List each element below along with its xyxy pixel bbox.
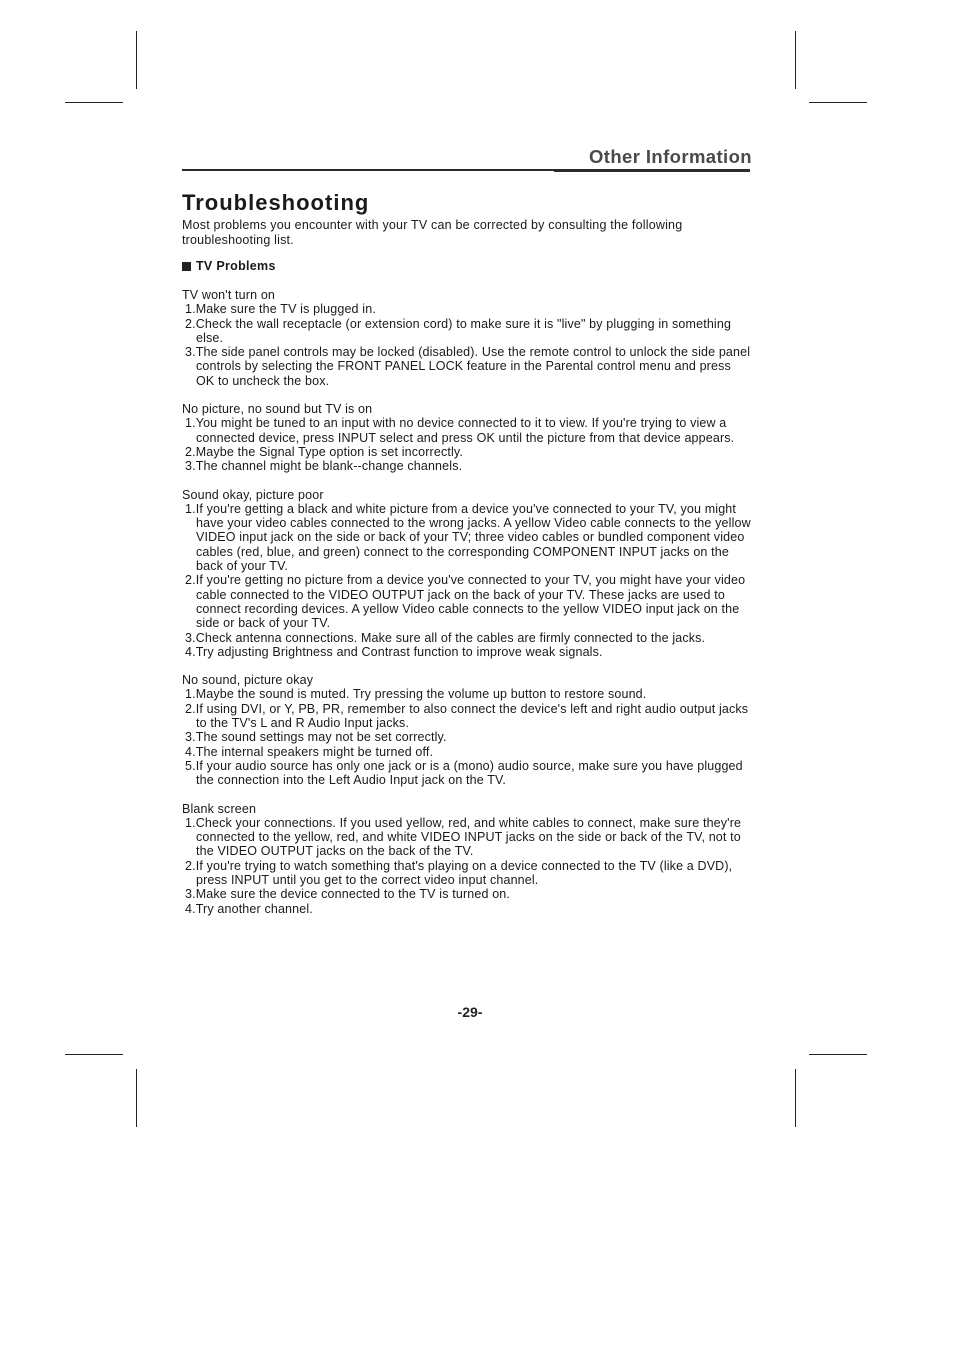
step-item: 3.Check antenna connections. Make sure all of the cables are firmly connected to the jacks. <box>185 630 706 645</box>
step-item: 5.If your audio source has only one jack or is a (mono) audio source, make sure you have plugged the connection into the Left Audio Input jack on the TV. <box>185 758 743 788</box>
problem-no-sound-picture-okay <box>182 673 752 787</box>
step-item: 3.The side panel controls may be locked (disabled). Use the remote control to unlock the side panel controls by selecting the FRONT PANEL LOCK feature in the Parental control menu and press OK to uncheck the box. <box>185 345 751 388</box>
intro-paragraph: Most problems you encounter with your TV can be corrected by consulting the following troubleshooting list. <box>182 218 683 247</box>
problem-title: TV won't turn on <box>182 288 276 302</box>
crop-mark-top-left-vertical <box>136 31 137 89</box>
step-item: 1.Check your connections. If you used yellow, red, and white cables to connect, make sure they're connected to the yellow, red, and white VIDEO INPUT jacks on the side or back of the TV, not to the VIDEO OUTPUT jacks on the back of the TV. <box>185 815 742 859</box>
problem-list <box>182 288 752 916</box>
crop-mark-top-right-horizontal <box>809 102 867 103</box>
problem-title: No picture, no sound but TV is on <box>182 402 373 417</box>
step-item: 2.If you're trying to watch something that's playing on a device connected to the TV (like a DVD), press INPUT until you get to the correct video input channel. <box>185 858 733 887</box>
header-rule-thick <box>554 169 750 172</box>
bullet-square-icon <box>182 262 191 271</box>
step-list <box>182 502 752 659</box>
step-item: 4.Try another channel. <box>185 901 313 916</box>
crop-mark-bottom-right-vertical <box>795 1069 796 1127</box>
problem-tv-wont-turn-on <box>182 288 752 388</box>
crop-mark-bottom-left-vertical <box>136 1069 137 1127</box>
step-list <box>182 816 752 916</box>
problem-title: Sound okay, picture poor <box>182 487 324 502</box>
crop-mark-top-right-vertical <box>795 31 796 89</box>
header-rule-thin <box>182 169 554 171</box>
page-title: Troubleshooting <box>182 190 370 215</box>
problem-title: No sound, picture okay <box>182 673 314 688</box>
step-item: 1.Maybe the sound is muted. Try pressing the volume up button to restore sound. <box>185 687 647 702</box>
step-list <box>182 687 752 787</box>
crop-mark-bottom-right-horizontal <box>809 1054 867 1055</box>
step-item: 2.Maybe the Signal Type option is set incorrectly. <box>185 444 464 459</box>
step-list <box>182 416 752 473</box>
step-item: 1.If you're getting a black and white picture from a device you've connected to your TV, you might have your video cables connected to the wrong jacks. A yellow Video cable connects to the yellow VIDEO input jack on the side or back of your TV; three video cables or bundled component video cables (red, blue, and green) connect to the corresponding COMPONENT INPUT jacks on the back of your TV. <box>185 501 751 574</box>
step-item: 3.The channel might be blank--change channels. <box>185 459 463 474</box>
step-item: 4.Try adjusting Brightness and Contrast function to improve weak signals. <box>185 644 603 659</box>
page-content <box>182 188 752 916</box>
section-heading <box>182 259 752 274</box>
page-number: -29- <box>457 1004 483 1020</box>
step-item: 2.Check the wall receptacle (or extension cord) to make sure it is "live" by plugging in something else. <box>185 316 732 345</box>
problem-no-picture-no-sound <box>182 402 752 473</box>
problem-blank-screen <box>182 802 752 916</box>
problem-title: Blank screen <box>182 801 257 816</box>
step-item: 1.Make sure the TV is plugged in. <box>185 302 376 317</box>
crop-mark-bottom-left-horizontal <box>65 1054 123 1055</box>
problem-sound-okay-picture-poor <box>182 488 752 660</box>
step-item: 1.You might be tuned to an input with no device connected to it to view. If you're trying to view a connected device, press INPUT select and press OK until the picture from that device appears. <box>185 416 735 445</box>
step-item: 2.If using DVI, or Y, PB, PR, remember to also connect the device's left and right audio output jacks to the TV's L and R Audio Input jacks. <box>185 701 749 731</box>
section-heading-label: TV Problems <box>196 259 276 273</box>
step-item: 2.If you're getting no picture from a device you've connected to your TV, you might have your video cable connected to the VIDEO OUTPUT jack on the back of your TV. These jacks are used to connect recording devices. A yellow Video cable connects to the yellow VIDEO input jack on the side or back of your TV. <box>185 573 746 631</box>
step-item: 3.The sound settings may not be set correctly. <box>185 730 447 745</box>
step-list <box>182 302 752 388</box>
step-item: 4.The internal speakers might be turned off. <box>185 744 434 759</box>
section-header-title: Other Information <box>588 146 752 167</box>
step-item: 3.Make sure the device connected to the TV is turned on. <box>185 887 511 902</box>
crop-mark-top-left-horizontal <box>65 102 123 103</box>
